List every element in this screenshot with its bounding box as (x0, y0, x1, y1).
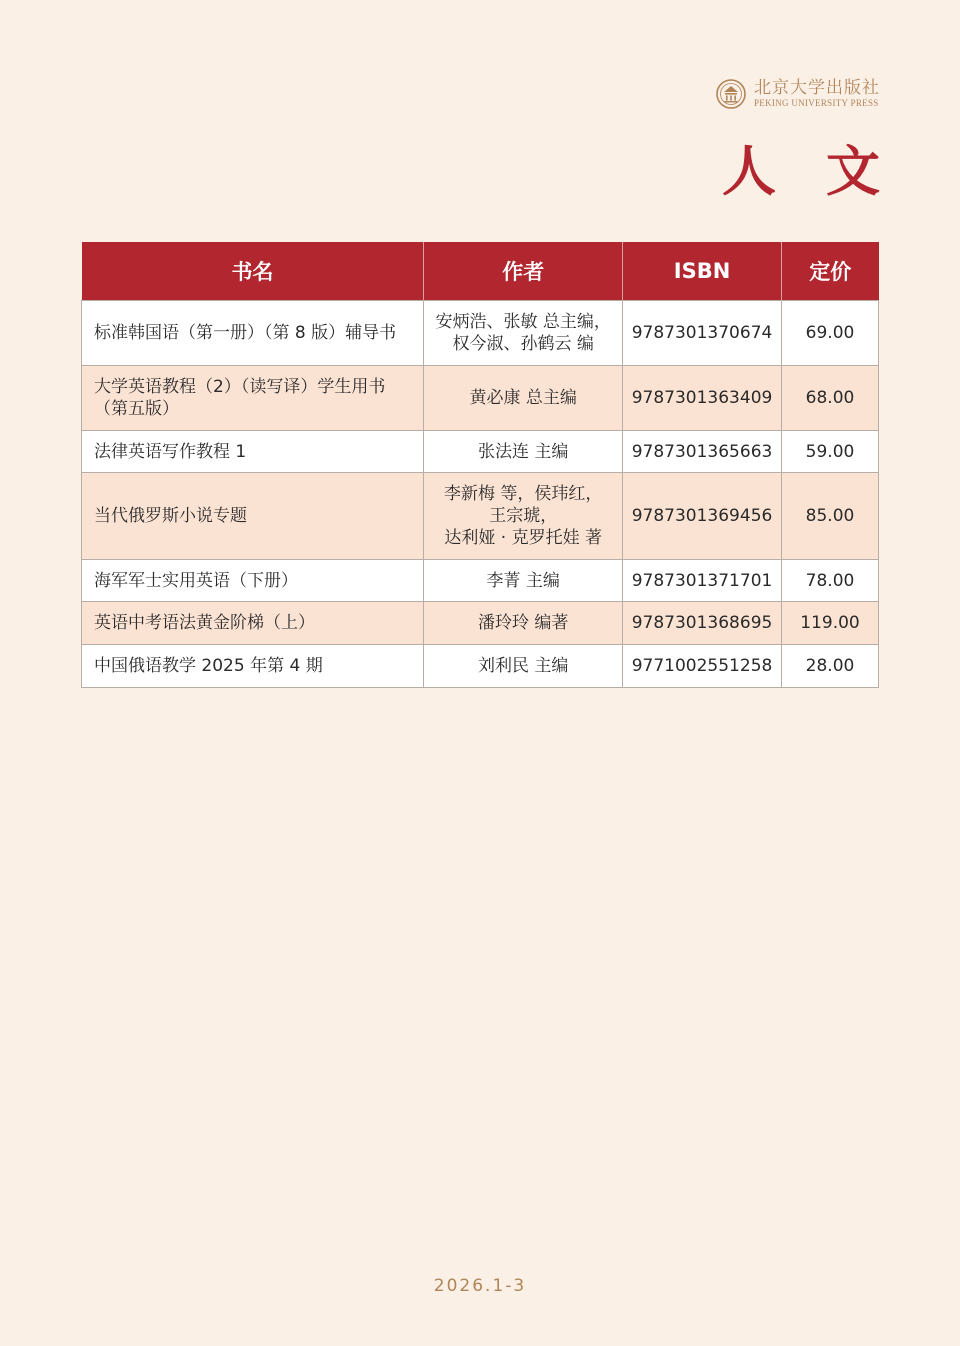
issue-footer: 2026.1-3 (433, 1276, 527, 1296)
book-price: 59.00 (782, 431, 879, 473)
author-line: 王宗琥， (489, 506, 558, 526)
book-price: 85.00 (782, 473, 879, 560)
author-line: 权今淑、孙鹤云 编 (452, 334, 594, 354)
publisher-logo (716, 76, 886, 112)
table-row (82, 560, 879, 602)
book-isbn: 9787301370674 (623, 301, 782, 366)
book-title: 大学英语教程（2）（读写译）学生用书（第五版） (82, 366, 424, 431)
book-author (424, 602, 623, 645)
table-row (82, 602, 879, 645)
book-isbn: 9787301363409 (623, 366, 782, 431)
book-author (424, 301, 623, 366)
header-author: 作者 (424, 242, 623, 301)
section-title: 人文 (722, 139, 930, 203)
book-isbn: 9787301368695 (623, 602, 782, 645)
author-line: 张法连 主编 (478, 441, 569, 462)
author-line: 刘利民 主编 (478, 656, 569, 676)
table-row (82, 301, 879, 366)
book-isbn: 9771002551258 (623, 645, 782, 688)
book-title: 法律英语写作教程 1 (82, 431, 424, 473)
author-line: 黄必康 总主编 (469, 388, 577, 408)
book-price: 78.00 (782, 560, 879, 602)
book-price: 28.00 (782, 645, 879, 688)
book-price: 119.00 (782, 602, 879, 645)
book-author (424, 366, 623, 431)
book-price: 68.00 (782, 366, 879, 431)
author-line: 达利娅 · 克罗托娃 著 (444, 528, 603, 548)
table-row (82, 431, 879, 473)
table-row (82, 473, 879, 560)
header-isbn: ISBN (623, 242, 782, 301)
author-line: 潘玲玲 编著 (478, 613, 569, 633)
book-isbn: 9787301369456 (623, 473, 782, 560)
pku-seal-icon (716, 79, 746, 109)
author-line: 安炳浩、张敏 总主编， (435, 312, 611, 332)
author-line: 李新梅 等，侯玮红， (444, 484, 603, 504)
book-author (424, 473, 623, 560)
header-price: 定价 (782, 242, 879, 301)
header-title: 书名 (82, 242, 424, 301)
book-title: 英语中考语法黄金阶梯（上） (82, 602, 424, 645)
table-row (82, 645, 879, 688)
book-author (424, 645, 623, 688)
book-isbn: 9787301371701 (623, 560, 782, 602)
book-title: 海军军士实用英语（下册） (82, 560, 424, 602)
book-author (424, 560, 623, 602)
book-author (424, 431, 623, 473)
book-title: 中国俄语教学 2025 年第 4 期 (82, 645, 424, 688)
book-isbn: 9787301365663 (623, 431, 782, 473)
publisher-name-cn: 北京大学出版社 (754, 78, 880, 98)
book-title: 当代俄罗斯小说专题 (82, 473, 424, 560)
table-header-row (82, 242, 879, 301)
book-price: 69.00 (782, 301, 879, 366)
author-line: 李菁 主编 (486, 570, 560, 591)
book-table (81, 242, 879, 688)
publisher-name-en: PEKING UNIVERSITY PRESS (754, 98, 879, 108)
book-title: 标准韩国语（第一册）（第 8 版）辅导书 (82, 301, 424, 366)
table-row (82, 366, 879, 431)
